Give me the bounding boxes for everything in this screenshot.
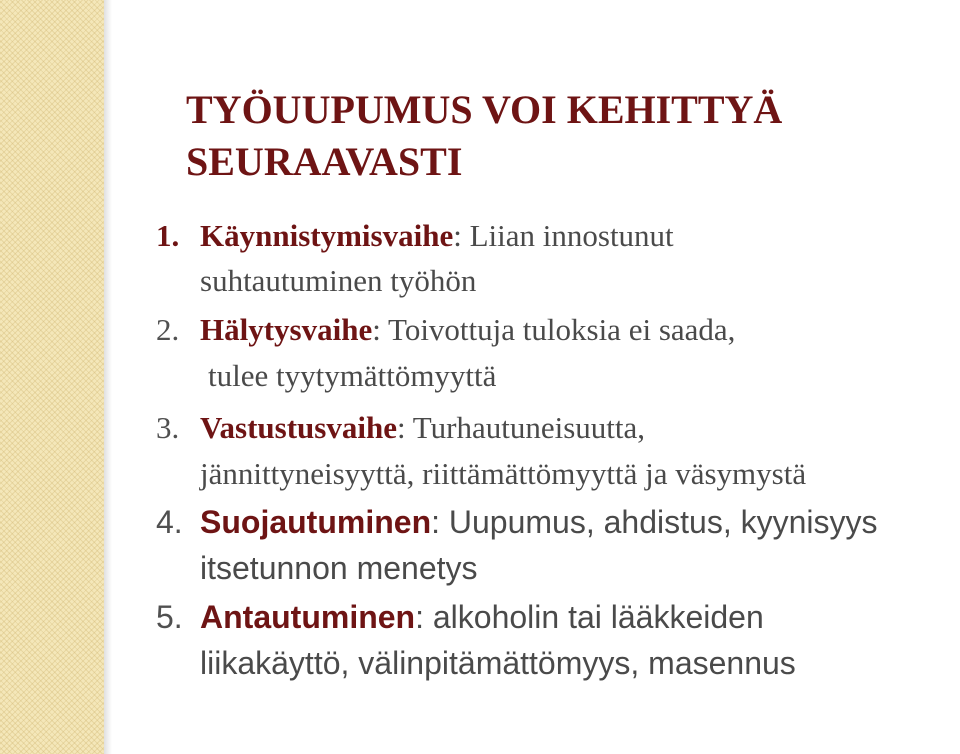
phase-term: Suojautuminen <box>200 504 432 540</box>
term-separator: : <box>431 504 440 540</box>
phase-description-continued: itsetunnon menetys <box>200 550 478 586</box>
term-separator: : <box>396 410 406 445</box>
list-item-phase-5 <box>156 594 956 686</box>
list-item-phase-1 <box>156 213 956 303</box>
phase-description: Liian innostunut <box>461 218 674 253</box>
term-separator: : <box>372 312 381 347</box>
list-item-phase-2 <box>156 307 956 399</box>
term-separator: : <box>415 599 424 635</box>
list-number: 4. <box>156 504 183 540</box>
list-item-phase-4 <box>156 499 956 591</box>
term-separator: : <box>453 218 462 253</box>
phase-description: Toivottuja tuloksia ei saada, <box>380 312 736 347</box>
phase-list <box>156 213 956 686</box>
list-number: 5. <box>156 599 183 635</box>
phase-description: Uupumus, ahdistus, kyynisyys <box>440 504 878 540</box>
phase-description: Turhautuneisuutta, <box>405 410 646 445</box>
phase-description-continued: suhtautuminen työhön <box>200 263 477 298</box>
phase-term: Hälytysvaihe <box>200 312 373 347</box>
list-item-phase-3 <box>156 405 956 497</box>
phase-term: Käynnistymisvaihe <box>200 218 454 253</box>
slide-title: TYÖUUPUMUS VOI KEHITTYÄ SEURAAVASTI <box>186 87 783 184</box>
phase-description-continued: jännittyneisyyttä, riittämättömyyttä ja väsymystä <box>200 456 807 491</box>
phase-term: Vastustusvaihe <box>200 410 397 445</box>
list-number: 3. <box>156 410 180 445</box>
phase-description-continued: tulee tyytymättömyyttä <box>208 358 497 393</box>
decorative-sidebar-strip <box>0 0 104 754</box>
phase-term: Antautuminen <box>200 599 416 635</box>
list-number: 2. <box>156 312 180 347</box>
list-number: 1. <box>156 218 180 253</box>
phase-description-continued: liikakäyttö, välinpitämättömyys, masennus <box>200 645 796 681</box>
sidebar-shadow-edge <box>104 0 112 754</box>
phase-description: alkoholin tai lääkkeiden <box>423 599 764 635</box>
